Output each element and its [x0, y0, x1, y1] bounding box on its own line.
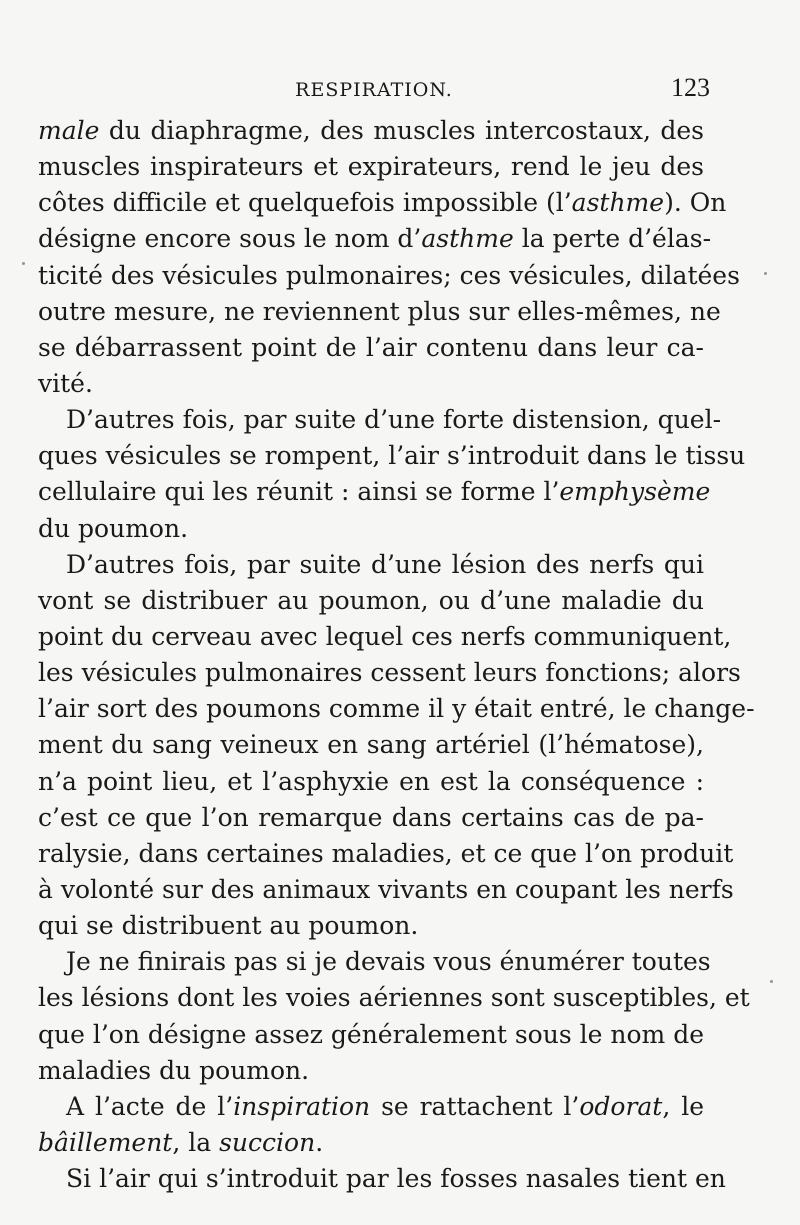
text-line [38, 836, 734, 872]
text-line [38, 1053, 704, 1089]
text-line [38, 1161, 726, 1197]
text-run: . [315, 1127, 324, 1157]
text-line [38, 185, 727, 221]
text-line [38, 1089, 704, 1125]
text-line [38, 691, 755, 727]
text-line [38, 258, 740, 294]
text-run: vité. [38, 368, 93, 398]
text-run: maladies du poumon. [38, 1055, 310, 1085]
print-speck [764, 272, 767, 275]
text-run: outre mesure, ne reviennent plus sur elles-mêmes, ne [38, 296, 721, 326]
text-line [38, 619, 732, 655]
text-run: à volonté sur des animaux vivants en coupant les nerfs [38, 874, 734, 904]
text-run: les lésions dont les voies aériennes sont susceptibles, et [38, 983, 750, 1013]
text-run: ticité des vésicules pulmonaires; ces vésicules, dilatées [38, 260, 740, 290]
text-line [38, 764, 704, 800]
text-line [38, 655, 741, 691]
text-run: D’autres fois, par suite d’une forte distension, quel- [66, 405, 722, 435]
text-run: la perte d’élas- [513, 224, 712, 254]
italic-term: inspiration [233, 1091, 371, 1121]
text-run: Si l’air qui s’introduit par les fosses nasales tient en [66, 1164, 726, 1194]
text-line [38, 402, 722, 438]
text-run: , la [172, 1127, 220, 1157]
text-run: A l’acte de l’ [66, 1091, 234, 1121]
text-run: se débarrassent point de l’air contenu dans leur ca- [38, 332, 704, 362]
text-run: côtes difficile et quelquefois impossible (l’ [38, 188, 572, 218]
text-run: du diaphragme, des muscles intercostaux, des [99, 116, 704, 145]
text-run: ). On [664, 188, 727, 218]
text-run: Je ne finirais pas si je devais vous énumérer toutes [66, 947, 711, 977]
text-run: du poumon. [38, 513, 189, 543]
text-line [38, 366, 704, 402]
text-run: ment du sang veineux en sang artériel (l’hématose), [38, 730, 704, 760]
italic-term: asthme [421, 224, 514, 254]
text-run: qui se distribuent au poumon. [38, 911, 419, 941]
text-line [38, 511, 704, 547]
text-line [38, 1125, 704, 1161]
text-line [38, 221, 712, 257]
body-text [38, 113, 755, 1197]
text-line [38, 800, 704, 836]
text-run: point du cerveau avec lequel ces nerfs communiquent, [38, 621, 732, 651]
page-number: 123 [671, 73, 710, 102]
text-run: que l’on désigne assez généralement sous le nom de [38, 1019, 704, 1049]
text-run: D’autres fois, par suite d’une lésion des nerfs qui [66, 549, 704, 579]
italic-term: odorat [579, 1091, 663, 1121]
print-speck [22, 262, 25, 265]
text-run: vont se distribuer au poumon, ou d’une maladie du [38, 585, 704, 615]
text-line [38, 438, 746, 474]
italic-term: emphysème [559, 477, 711, 507]
text-line [38, 294, 721, 330]
italic-term: asthme [571, 188, 665, 218]
text-line [38, 149, 704, 185]
text-line [38, 113, 704, 149]
text-line [38, 474, 711, 510]
text-run: , le [662, 1091, 704, 1121]
text-run: muscles inspirateurs et expirateurs, rend le jeu des [38, 152, 704, 182]
text-line [38, 980, 750, 1016]
text-run: ques vésicules se rompent, l’air s’introduit dans le tissu [38, 441, 746, 471]
text-run: l’air sort des poumons comme il y était entré, le change- [38, 694, 755, 724]
text-line [38, 944, 711, 980]
print-speck [770, 980, 773, 983]
text-line [38, 727, 704, 763]
text-run: désigne encore sous le nom d’ [38, 224, 422, 254]
text-line [38, 908, 704, 944]
text-run: c’est ce que l’on remarque dans certains cas de pa- [38, 802, 704, 832]
italic-term: bâillement [38, 1127, 173, 1157]
text-run: les vésicules pulmonaires cessent leurs fonctions; alors [38, 658, 741, 688]
text-run: ralysie, dans certaines maladies, et ce que l’on produit [38, 838, 734, 868]
italic-term: succion [219, 1127, 316, 1157]
text-line [38, 872, 734, 908]
text-line [38, 547, 704, 583]
italic-term: male [38, 116, 100, 145]
running-title: RESPIRATION. [295, 79, 453, 101]
text-run: se rattachent l’ [370, 1091, 580, 1121]
running-head [38, 73, 710, 109]
text-line [38, 330, 704, 366]
text-line [38, 1017, 704, 1053]
text-line [38, 583, 704, 619]
text-run: cellulaire qui les réunit : ainsi se forme l’ [38, 477, 560, 507]
text-run: n’a point lieu, et l’asphyxie en est la conséquence : [38, 766, 704, 796]
